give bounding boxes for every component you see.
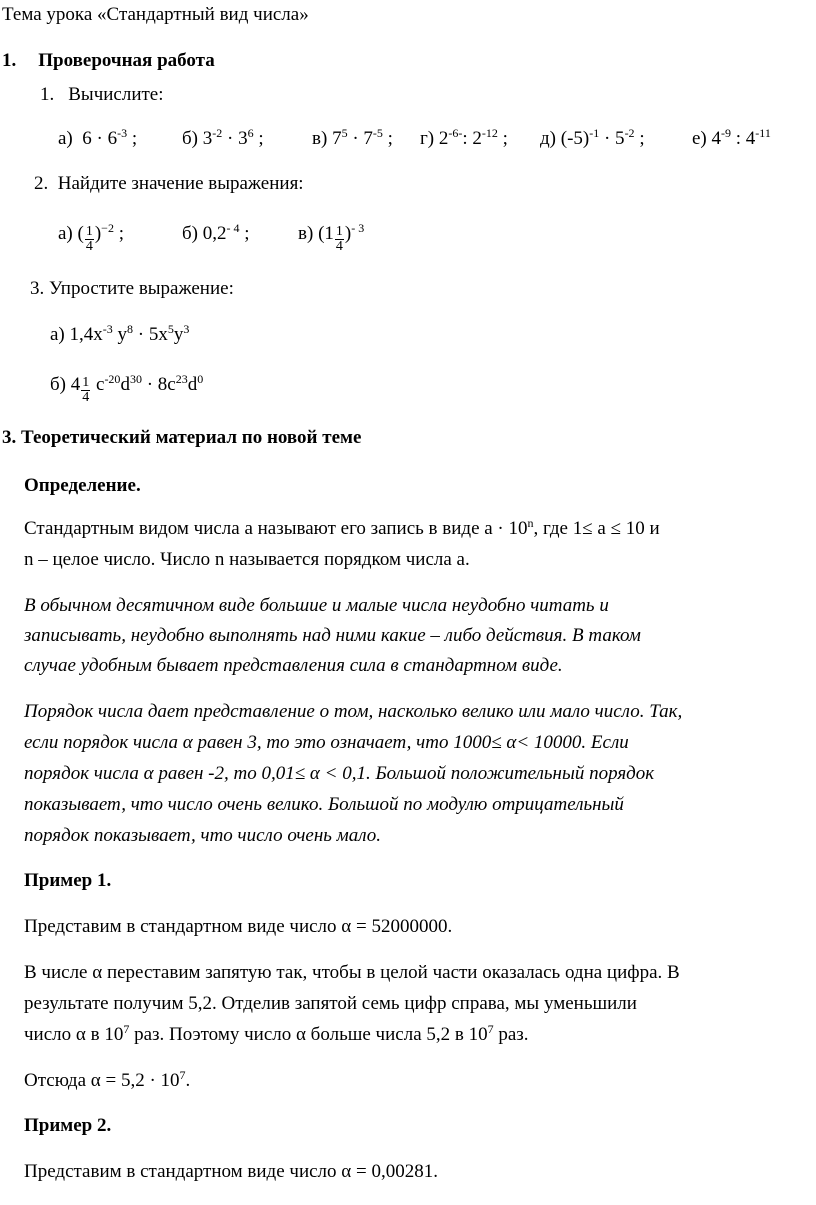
section3-heading: 3. Теоретический материал по новой теме [2,427,362,448]
task1-heading [40,83,164,107]
definition-heading: Определение. [24,475,141,496]
italic-paragraph-1-line-3: случае удобным бывает представления сила в стандартном виде. [24,655,563,676]
fraction: $\frac{1}{4}$ [85,224,93,254]
example1-line-4: число α в $10^7$ раз. Поэтому число α больше числа 5,2 в $10^7$ раз. [24,1022,529,1045]
italic-paragraph-1-line-2: записывать, неудобно выполнять над ними какие – либо действия. В таком [24,625,641,646]
task2-item-c: в) (1 $\frac{1}{4}$ )$^{- 3}$ [298,221,365,254]
task3-item-b: б) 4 $\frac{1}{4}$ $c^{-20}d^{30} \cdot 8c^{23}d^0$ [50,372,204,405]
task1-title: Вычислите: [68,84,164,105]
italic-paragraph-2-line-1: Порядок числа дает представление о том, насколько велико или мало число. Так, [24,701,683,722]
task1-item-a: а) $6 \cdot 6^{-3}$ ; [58,126,138,149]
section1-heading [2,49,215,73]
italic-paragraph-2-line-5: порядок показывает, что число очень мало. [24,825,382,846]
italic-paragraph-2-line-3: порядок числа α равен -2, то 0,01≤ α < 0,1. Большой положительный порядок [24,763,655,784]
task3-item-a: а) $1,4x^{-3}$ $y^8 \cdot 5x^5y^3$ [50,322,190,345]
example1-result: Отсюда $\alpha = 5,2 \cdot 10^7$. [24,1068,191,1091]
task2-title: Найдите значение выражения: [57,173,304,194]
task3-num: 3. [30,278,45,299]
example2-heading: Пример 2. [24,1115,112,1136]
definition-line-1: Стандартным видом числа а называют его запись в виде $а \cdot 10^n$, где 1≤ а ≤ 10 и [24,516,660,539]
task1-num: 1. [40,84,55,105]
example1-line-1: Представим в стандартном виде число α = 52000000. [24,916,453,937]
task1-item-d: г) $2^{-6-}$: $2^{-12}$ ; [420,126,508,149]
example1-line-3: результате получим 5,2. Отделив запятой семь цифр справа, мы уменьшили [24,993,637,1014]
task3-title: Упростите выражение: [49,278,234,299]
task1-item-f: е) $4^{-9}$ : $4^{-11}$ [692,126,771,149]
definition-line-2: n – целое число. Число n называется порядком числа а. [24,549,470,570]
italic-paragraph-2-line-4: показывает, что число очень велико. Большой по модулю отрицательный [24,794,624,815]
example2-line-1: Представим в стандартном виде число α = 0,00281. [24,1161,438,1182]
fraction: $\frac{1}{4}$ [82,375,90,405]
example1-line-2: В числе α переставим запятую так, чтобы в целой части оказалась одна цифра. В [24,962,680,983]
task1-item-e: д) $(-5)^{-1} \cdot 5^{-2}$ ; [540,126,645,149]
task2-item-b: б) $0,2^{- 4}$ ; [182,221,250,244]
task2-heading [34,172,304,196]
task1-item-c: в) $7^5 \cdot 7^{-5}$ ; [312,126,393,149]
section1-num: 1. [2,50,17,71]
task2-num: 2. [34,173,49,194]
task1-item-b: б) $3^{-2} \cdot 3^6$ ; [182,126,264,149]
task2-item-a: а) ( $\frac{1}{4}$ )$^{-2}$ ; [58,221,124,254]
italic-paragraph-1-line-1: В обычном десятичном виде большие и малые числа неудобно читать и [24,595,609,616]
section1-title: Проверочная работа [38,50,215,71]
task3-heading [30,277,234,301]
italic-paragraph-2-line-2: если порядок числа α равен 3, то это означает, что 1000≤ α< 10000. Если [24,732,629,753]
lesson-topic: Тема урока «Стандартный вид числа» [2,4,309,25]
example1-heading: Пример 1. [24,870,112,891]
fraction: $\frac{1}{4}$ [335,224,343,254]
